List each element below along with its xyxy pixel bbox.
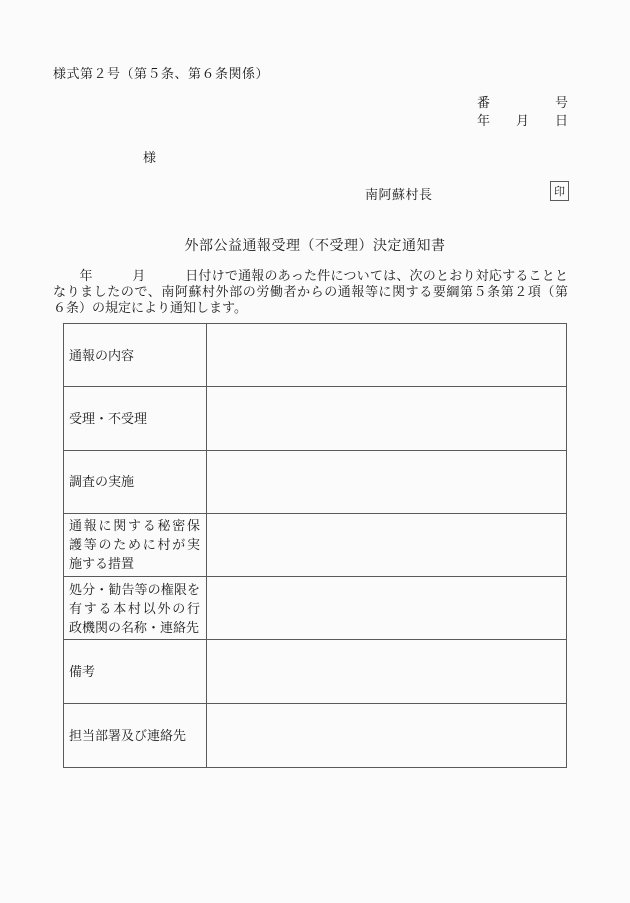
table-row-label (64, 324, 207, 386)
label-line: 有する本村以外の行 (69, 600, 200, 616)
table-value-cell (207, 324, 566, 386)
body-paragraph (53, 268, 568, 316)
date-line: 年 月 日 (476, 113, 568, 128)
label-line: 政機関の名称・連絡先 (69, 619, 200, 635)
sender-title: 南阿蘇村長 (365, 187, 433, 202)
body-line: なりましたので、南阿蘇村外部の労働者からの通報等に関する要綱第５条第２項（第 (53, 284, 568, 299)
table-value-cell (207, 577, 566, 639)
table-row (64, 704, 566, 767)
label-line: 調査の実施 (69, 474, 135, 490)
table-row (64, 577, 566, 640)
table-value-cell (207, 514, 566, 576)
table-value-cell (207, 451, 566, 513)
table-row (64, 451, 566, 514)
table-row (64, 324, 566, 387)
label-line: 担当部署及び連絡先 (69, 727, 187, 743)
form-number: 様式第２号（第５条、第６条関係） (53, 66, 270, 81)
label-line: 施する措置 (69, 556, 135, 572)
label-line: 受理・不受理 (69, 410, 148, 426)
table-value-cell (207, 387, 566, 449)
label-line: 通報の内容 (69, 347, 135, 363)
seal-label: 印 (554, 186, 565, 198)
table-row-label (64, 387, 207, 449)
table-row (64, 514, 566, 577)
table-row-label (64, 640, 207, 702)
ref-number-line: 番 号 (476, 95, 568, 110)
document-title: 外部公益通報受理（不受理）決定通知書 (184, 239, 446, 254)
label-line: 備考 (69, 664, 96, 680)
reference-block (477, 94, 568, 130)
seal-stamp-box (550, 181, 569, 201)
label-line: 通報に関する秘密保 (69, 518, 200, 534)
table-row-label (64, 451, 207, 513)
body-line: ６条）の規定により通知します。 (53, 300, 247, 315)
table-row (64, 387, 566, 450)
addressee-honorific: 様 (143, 150, 157, 165)
body-line: 年 月 日付けで通報のあった件については、次のとおり対応することと (53, 268, 568, 283)
table-row-label (64, 514, 207, 576)
form-table (63, 323, 567, 768)
label-line: 処分・勧告等の権限を (69, 581, 200, 597)
table-value-cell (207, 704, 566, 767)
table-value-cell (207, 640, 566, 702)
label-line: 護等のために村が実 (69, 537, 200, 553)
table-row-label (64, 577, 207, 639)
table-row-label (64, 704, 207, 767)
table-row (64, 640, 566, 703)
